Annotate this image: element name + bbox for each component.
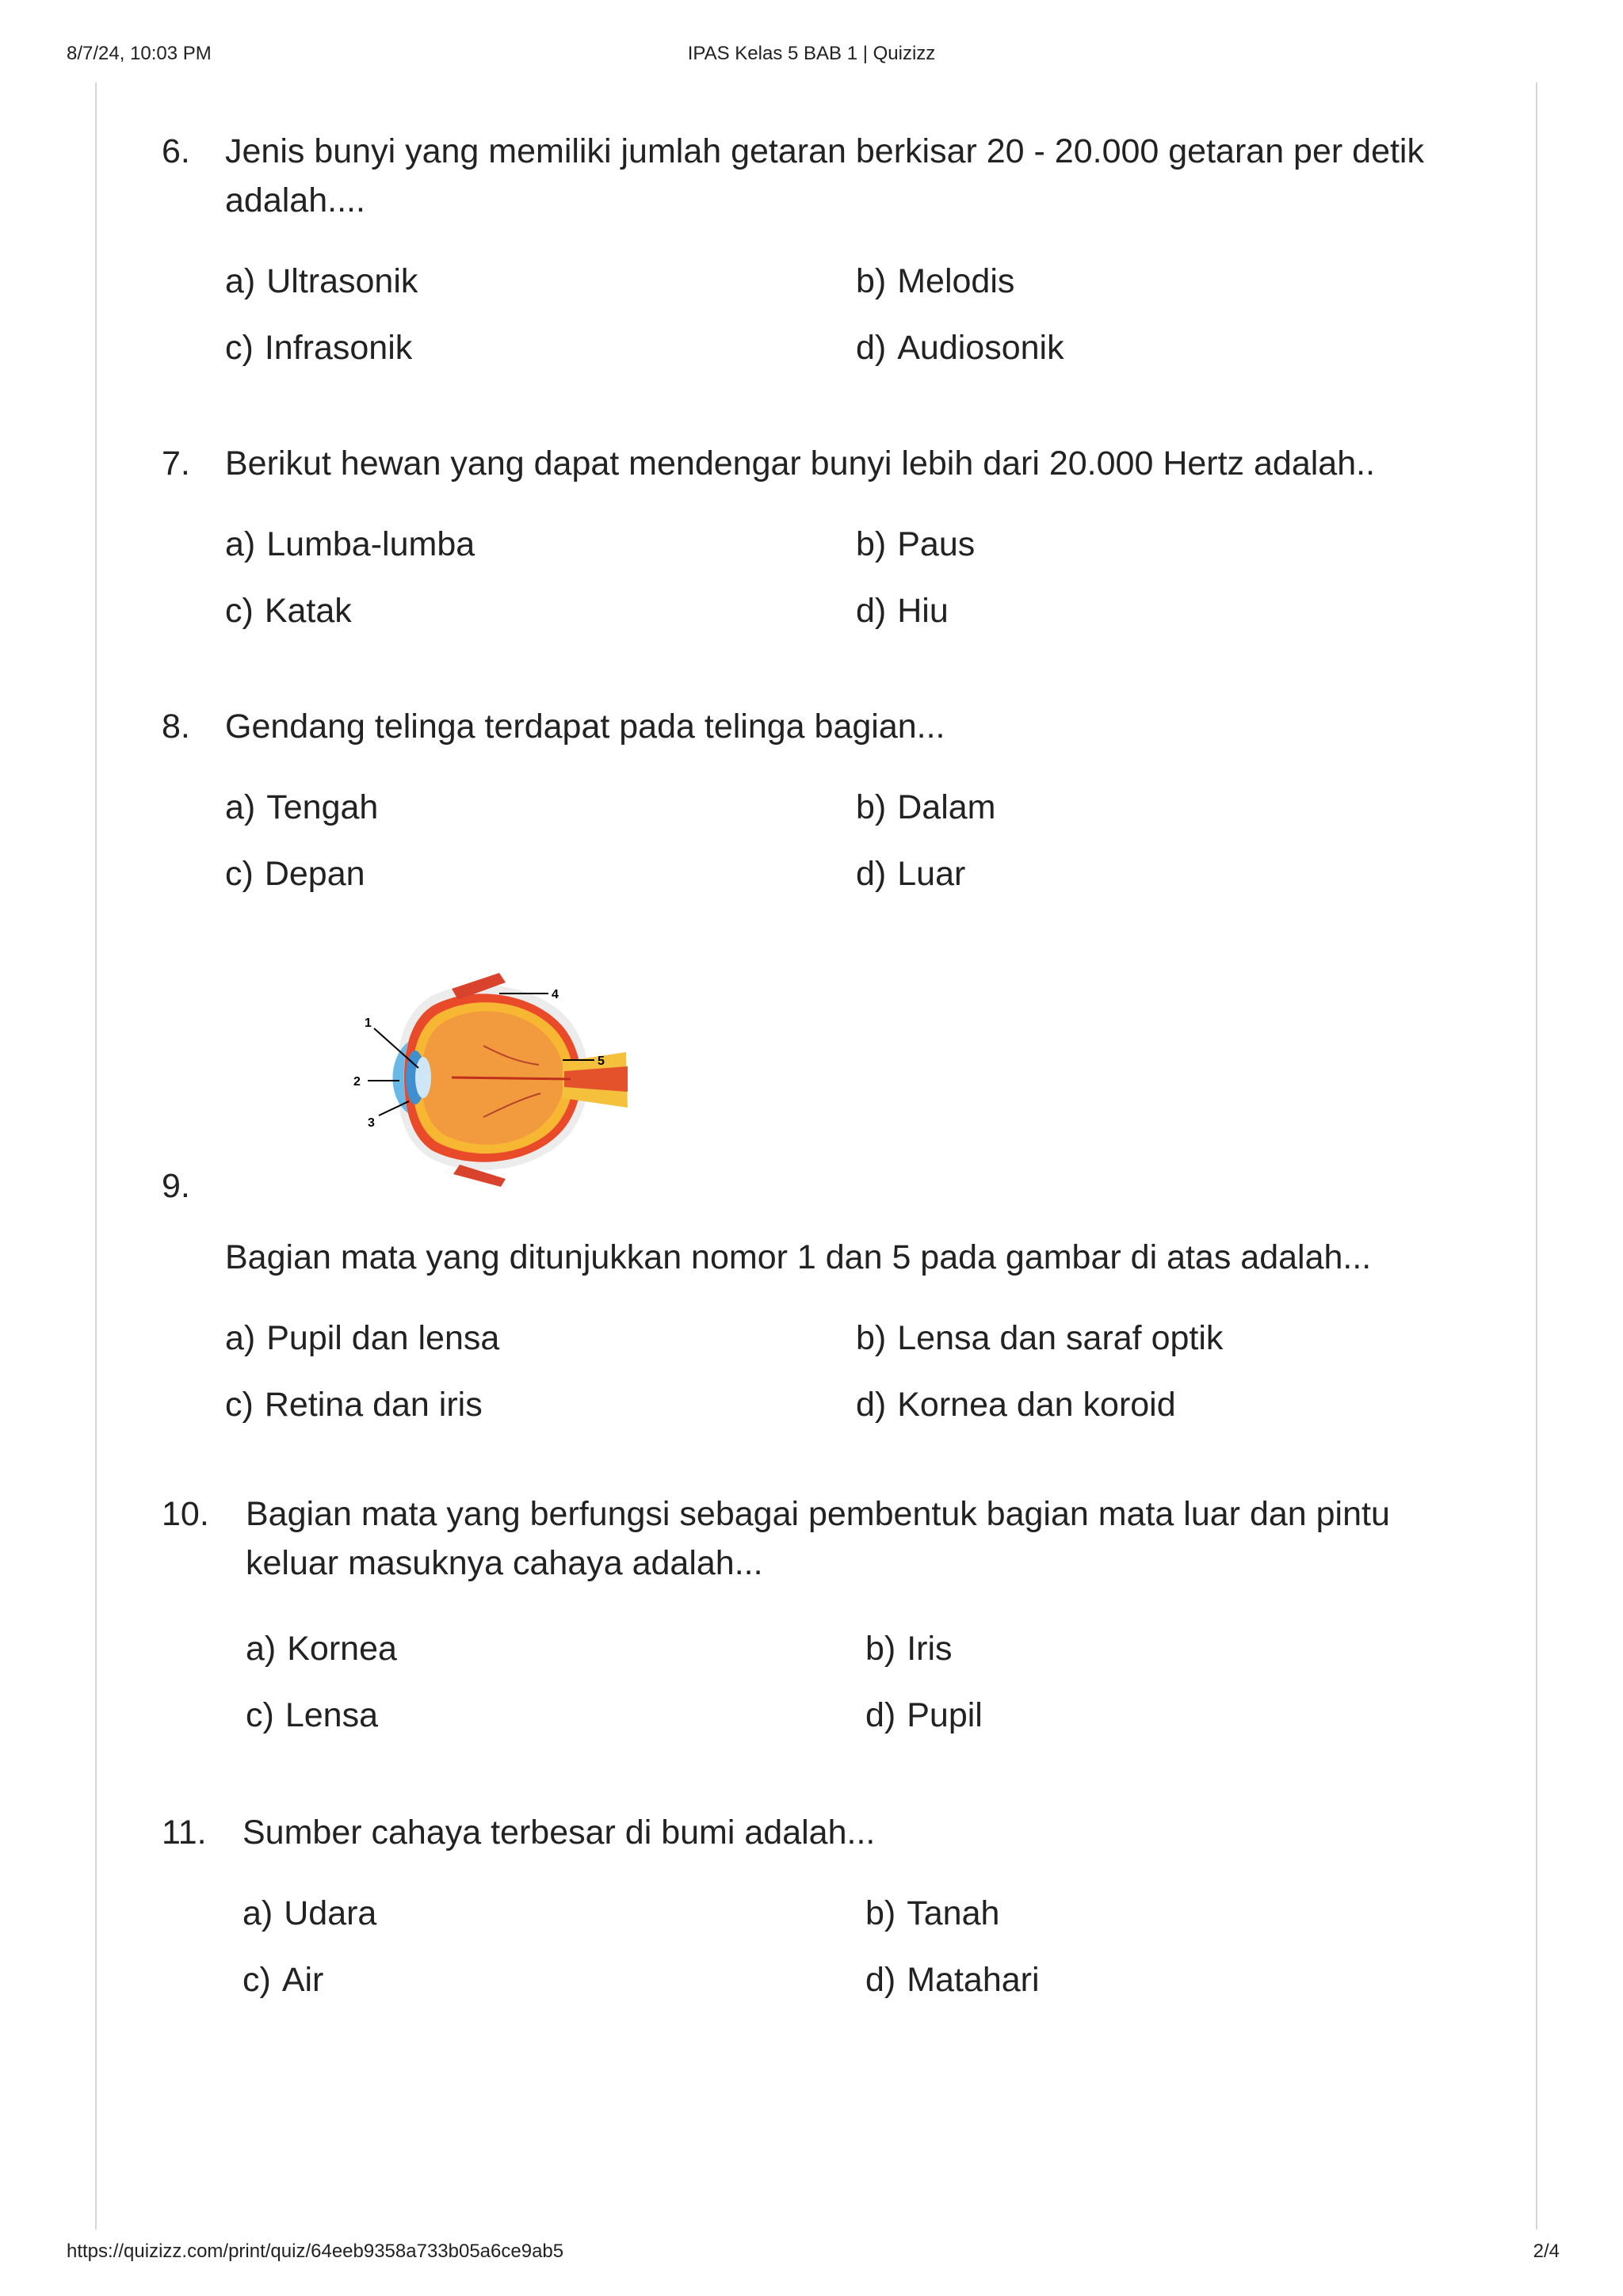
option-a: a) Pupil dan lensa: [225, 1319, 500, 1357]
option-b: b) Melodis: [856, 262, 1015, 300]
question-text: Jenis bunyi yang memiliki jumlah getaran berkisar 20 - 20.000 getaran per detik adalah....: [225, 132, 1424, 219]
print-datetime: 8/7/24, 10:03 PM: [67, 43, 212, 64]
option-d: d) Hiu: [856, 592, 949, 630]
option-c: c) Katak: [225, 592, 352, 630]
print-title: IPAS Kelas 5 BAB 1 | Quizizz: [687, 43, 936, 64]
option-d: d) Pupil: [865, 1696, 983, 1734]
question-text: Berikut hewan yang dapat mendengar bunyi lebih dari 20.000 Hertz adalah..: [225, 444, 1376, 482]
page-number: 2/4: [1533, 2241, 1560, 2262]
option-d: d) Audiosonik: [856, 329, 1064, 367]
option-c: c) Retina dan iris: [225, 1386, 483, 1424]
option-d: d) Matahari: [865, 1961, 1040, 1999]
option-a: a) Tengah: [225, 788, 379, 826]
option-c: c) Depan: [225, 855, 365, 893]
question-number: 8.: [162, 707, 190, 746]
question-text: Gendang telinga terdapat pada telinga bagian...: [225, 707, 945, 746]
question-text: Bagian mata yang ditunjukkan nomor 1 dan 5 pada gambar di atas adalah...: [225, 1238, 1372, 1276]
option-a: a) Ultrasonik: [225, 262, 418, 300]
question-number: 10.: [162, 1495, 209, 1533]
option-d: d) Kornea dan koroid: [856, 1386, 1176, 1424]
diagram-label-2: 2: [353, 1075, 361, 1089]
question-number: 9.: [162, 1167, 190, 1205]
option-a: a) Lumba-lumba: [225, 525, 475, 563]
option-a: a) Kornea: [246, 1630, 397, 1668]
diagram-label-4: 4: [552, 988, 559, 1001]
question-number: 11.: [162, 1814, 207, 1852]
diagram-label-1: 1: [365, 1016, 372, 1030]
option-b: b) Dalam: [856, 788, 996, 826]
question-number: 6.: [162, 132, 190, 170]
page-border-right: [1536, 82, 1537, 2229]
option-a: a) Udara: [242, 1894, 377, 1932]
option-b: b) Lensa dan saraf optik: [856, 1319, 1224, 1357]
print-url: https://quizizz.com/print/quiz/64eeb9358a733b05a6ce9ab5: [67, 2241, 564, 2262]
option-b: b) Tanah: [865, 1894, 1000, 1932]
eye-diagram-image: [333, 967, 634, 1188]
question-text: Bagian mata yang berfungsi sebagai pembentuk bagian mata luar dan pintu keluar masuknya cahaya adalah...: [246, 1495, 1390, 1582]
option-c: c) Lensa: [246, 1696, 378, 1734]
page-border-left: [95, 82, 97, 2229]
question-number: 7.: [162, 444, 190, 482]
option-b: b) Iris: [865, 1630, 953, 1668]
diagram-label-3: 3: [368, 1116, 375, 1130]
option-d: d) Luar: [856, 855, 966, 893]
option-c: c) Infrasonik: [225, 329, 413, 367]
diagram-label-5: 5: [598, 1055, 605, 1068]
question-text: Sumber cahaya terbesar di bumi adalah...: [242, 1814, 876, 1852]
option-c: c) Air: [242, 1961, 324, 1999]
option-b: b) Paus: [856, 525, 976, 563]
